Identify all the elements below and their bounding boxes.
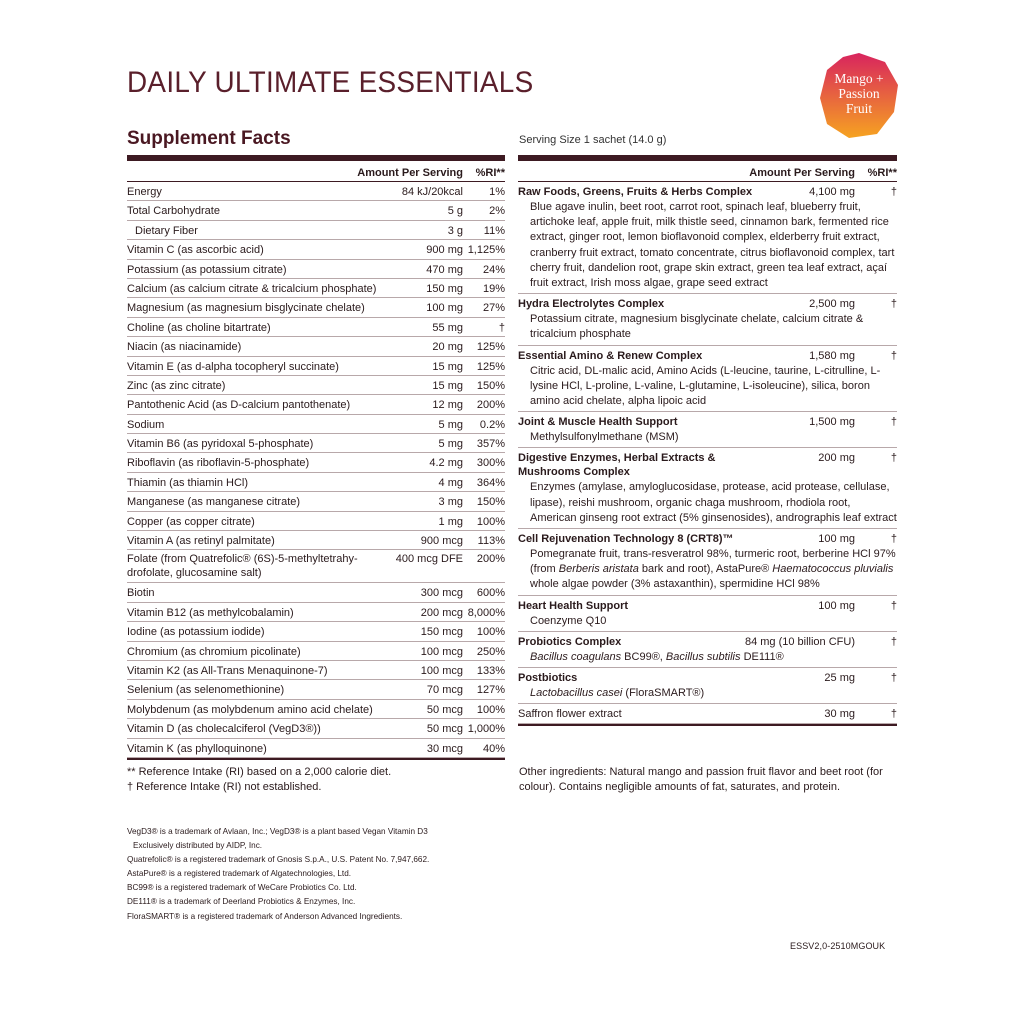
complex-amount: 1,580 mg <box>809 349 855 362</box>
complex-ri: † <box>890 416 897 429</box>
complex-row <box>518 704 897 724</box>
complex-ri: † <box>890 186 897 198</box>
complex-ri: † <box>890 635 897 648</box>
complex-ri: † <box>890 708 897 721</box>
nutrient-row <box>127 622 505 641</box>
nutrient-name: Vitamin B6 (as pyridoxal 5-phosphate) <box>127 438 314 451</box>
nutrient-row <box>127 680 505 699</box>
trademark-line: FloraSMART® is a registered trademark of Anderson Advanced Ingredients. <box>127 911 403 921</box>
nutrient-ri: 100% <box>476 626 505 639</box>
nutrient-row <box>127 395 505 414</box>
nutrient-name: Energy <box>127 186 162 198</box>
nutrient-ri: 100% <box>476 515 505 528</box>
complex-header <box>518 297 897 311</box>
nutrient-ri: 1% <box>489 186 505 198</box>
nutrient-ri: 113% <box>477 535 505 548</box>
complex-ri: † <box>890 533 897 546</box>
species-name: Lactobacillus casei <box>530 687 623 700</box>
nutrient-row <box>127 201 505 220</box>
nutrient-row <box>127 512 505 531</box>
nutrient-name: Magnesium (as magnesium bisglycinate chelate) <box>127 302 365 315</box>
trademark-notes <box>127 825 429 924</box>
nutrient-row <box>127 739 505 758</box>
ingredient-text: DE111® <box>740 650 784 663</box>
species-name: Bacillus coagulans <box>530 650 622 663</box>
nutrient-name: Zinc (as zinc citrate) <box>127 379 226 392</box>
nutrient-amount: 1 mg <box>438 515 463 528</box>
nutrient-name: Vitamin A (as retinyl palmitate) <box>127 535 275 548</box>
nutrient-amount: 3 mg <box>438 496 463 509</box>
complex-ri: † <box>890 298 897 311</box>
nutrient-row <box>127 531 505 550</box>
complex-name: Heart Health Support <box>518 599 629 612</box>
nutrient-ri: 125% <box>476 360 505 373</box>
nutrient-amount: 5 g <box>447 205 463 218</box>
nutrient-name: Biotin <box>127 587 155 600</box>
complex-amount: 100 mg <box>818 599 855 612</box>
footnotes <box>127 765 391 795</box>
flavor-line-1: Mango + <box>834 71 884 86</box>
nutrient-ri: 11% <box>483 224 505 237</box>
nutrient-amount: 5 mg <box>438 438 463 451</box>
nutrient-ri: 127% <box>476 684 505 697</box>
complex-name: Raw Foods, Greens, Fruits & Herbs Complex <box>518 186 753 198</box>
nutrient-name: Sodium <box>127 418 165 431</box>
flavor-line-2: Passion <box>838 86 880 101</box>
complex-ingredients <box>518 546 897 593</box>
nutrient-ri: 200% <box>476 399 505 412</box>
nutrient-name: Potassium (as potassium citrate) <box>127 263 287 276</box>
nutrient-row <box>127 492 505 511</box>
nutrient-name: Vitamin K2 (as All-Trans Menaquinone-7) <box>127 664 328 677</box>
nutrient-ri: 8,000% <box>467 606 505 619</box>
nutrient-row <box>127 434 505 453</box>
nutrient-ri: 364% <box>476 476 505 489</box>
nutrient-amount: 55 mg <box>432 321 463 334</box>
complex-amount: 2,500 mg <box>809 298 855 311</box>
trademark-line: Exclusively distributed by AIDP, Inc. <box>133 841 263 851</box>
complex-amount: 1,500 mg <box>809 416 855 429</box>
trademark-line: Quatrefolic® is a registered trademark of Gnosis S.p.A., U.S. Patent No. 7,947,662. <box>127 855 430 865</box>
nutrient-name: Molybdenum (as molybdenum amino acid chelate) <box>127 703 373 716</box>
complex-amount: 200 mg <box>818 452 855 465</box>
nutrient-ri: 1,000% <box>467 723 505 736</box>
nutrient-amount: 30 mcg <box>426 742 463 755</box>
complex-name: Digestive Enzymes, Herbal Extracts & Mushrooms Complex <box>518 452 716 479</box>
amount-per-serving-header: Amount Per Serving <box>749 167 855 179</box>
nutrient-amount: 150 mg <box>426 282 463 295</box>
nutrient-name: Vitamin B12 (as methylcobalamin) <box>127 606 294 619</box>
nutrient-row <box>127 700 505 719</box>
nutrient-name: Copper (as copper citrate) <box>127 515 255 528</box>
nutrient-amount: 84 kJ/20kcal <box>401 186 463 198</box>
nutrient-row <box>127 661 505 680</box>
complex-ingredients: Potassium citrate, magnesium bisglycinate chelate, calcium citrate & tricalcium phosphate <box>530 313 864 341</box>
complex-ingredients <box>518 685 897 701</box>
complex-header <box>518 635 897 649</box>
nutrient-row <box>127 221 505 240</box>
nutrient-ri: 19% <box>482 282 505 295</box>
nutrient-row <box>127 376 505 395</box>
nutrient-ri: 2% <box>489 205 505 218</box>
nutrient-name: Vitamin D (as cholecalciferol (VegD3®)) <box>127 723 321 736</box>
nutrient-amount: 15 mg <box>432 379 463 392</box>
nutrient-ri: 133% <box>476 664 505 677</box>
complex-name: Probiotics Complex <box>518 635 622 648</box>
nutrient-amount: 4.2 mg <box>429 457 463 470</box>
nutrient-row <box>127 642 505 661</box>
amount-per-serving-header: Amount Per Serving <box>357 167 463 179</box>
product-code: ESSV2,0-2510MGOUK <box>790 941 886 951</box>
nutrient-ri: 150% <box>476 496 505 509</box>
ri-header: %RI** <box>475 167 505 179</box>
nutrient-amount: 200 mcg <box>420 606 463 619</box>
nutrient-amount: 4 mg <box>438 476 463 489</box>
complex-name: Joint & Muscle Health Support <box>518 416 678 429</box>
nutrient-row <box>127 357 505 376</box>
nutrient-amount: 150 mcg <box>420 626 463 639</box>
nutrient-amount: 50 mcg <box>426 723 463 736</box>
ingredient-text: BC99®, <box>621 650 666 663</box>
nutrient-name: Chromium (as chromium picolinate) <box>127 645 301 658</box>
complex-ri: † <box>890 599 897 612</box>
nutrient-name: Selenium (as selenomethionine) <box>127 684 285 697</box>
nutrient-ri: 250% <box>476 645 505 658</box>
nutrient-row <box>127 318 505 337</box>
flavor-line-3: Fruit <box>845 101 873 116</box>
complex-name: Saffron flower extract <box>518 708 622 721</box>
nutrient-amount: 300 mcg <box>420 587 463 600</box>
nutrient-amount: 12 mg <box>432 399 463 412</box>
nutrient-amount: 70 mcg <box>426 684 463 697</box>
nutrient-row <box>127 583 505 602</box>
nutrient-ri: 27% <box>482 302 505 315</box>
ingredient-text: bark and root), AstaPure® <box>638 563 773 576</box>
complex-ingredients <box>518 649 897 665</box>
nutrient-name: Thiamin (as thiamin HCl) <box>127 476 249 489</box>
nutrient-ri: 0.2% <box>479 418 505 431</box>
ingredient-text: Pomegranate fruit, trans-resveratrol 98%, turmeric root, berberine HCl 97% (from <box>530 548 896 576</box>
ingredient-text: (FloraSMART®) <box>622 687 705 700</box>
complex-name: Postbiotics <box>518 672 578 685</box>
nutrient-amount: 470 mg <box>426 263 463 276</box>
flavor-badge <box>819 52 899 140</box>
nutrient-ri: 100% <box>476 703 505 716</box>
complex-amount: 100 mg <box>818 533 855 546</box>
nutrient-row <box>127 240 505 259</box>
nutrient-amount: 400 mcg DFE <box>395 553 463 566</box>
nutrient-ri: 300% <box>476 457 505 470</box>
nutrient-name: Pantothenic Acid (as D-calcium pantothenate) <box>127 399 351 412</box>
nutrient-name: Calcium (as calcium citrate & tricalcium phosphate) <box>127 282 377 295</box>
complex-header <box>518 532 897 546</box>
table-bottom-rule <box>518 724 897 726</box>
footnote-ri: ** Reference Intake (RI) based on a 2,000 calorie diet. <box>127 766 392 778</box>
complex-name: Cell Rejuvenation Technology 8 (CRT8)™ <box>518 533 734 546</box>
species-name: Haematococcus pluvialis <box>772 563 894 576</box>
other-ingredients: Other ingredients: Natural mango and passion fruit flavor and beet root (for colour). Contains negligible amounts of fat, saturates, and protein. <box>519 766 883 793</box>
nutrient-row <box>127 337 505 356</box>
complex-header <box>518 185 897 199</box>
nutrient-row <box>127 415 505 434</box>
complex-header <box>518 599 897 613</box>
nutrient-ri: 24% <box>482 263 505 276</box>
complex-amount: 4,100 mg <box>809 186 855 198</box>
complex-row <box>518 632 897 668</box>
nutrient-row <box>127 298 505 317</box>
complex-header <box>518 707 897 721</box>
ingredient-text: whole algae powder (3% astaxanthin), spermidine HCl 98% <box>530 578 820 591</box>
left-nutrient-table <box>127 155 505 760</box>
nutrient-ri: 200% <box>476 553 505 566</box>
nutrient-amount: 50 mcg <box>426 703 463 716</box>
nutrient-amount: 100 mcg <box>420 664 463 677</box>
nutrient-name: Folate (from Quatrefolic® (6S)-5-methyltetrahy-drofolate, glucosamine salt) <box>127 553 358 580</box>
complex-row <box>518 668 897 704</box>
complex-ingredients: Citric acid, DL-malic acid, Amino Acids (L-leucine, taurine, L-citrulline, L-lysine HCl, L-proline, L-valine, L-glutamine, L-isoleucine), silica, boron amino acid chelate, alpha lipoic acid <box>530 364 881 408</box>
nutrient-name: Total Carbohydrate <box>127 205 220 218</box>
complex-amount: 84 mg (10 billion CFU) <box>744 635 855 648</box>
nutrient-amount: 900 mg <box>426 244 463 257</box>
nutrient-ri: 600% <box>476 587 505 600</box>
trademark-line: VegD3® is a trademark of Avlaan, Inc.; VegD3® is a plant based Vegan Vitamin D3 <box>127 827 428 836</box>
complex-row <box>518 294 897 345</box>
complex-ingredients: Enzymes (amylase, amyloglucosidase, protease, acid protease, cellulase, lipase), reishi mushroom, organic chaga mushroom, rhodiola root, American ginseng root extract (5% ginsenosides), andrographis leaf extract <box>530 481 897 524</box>
ri-header: %RI** <box>867 167 897 179</box>
complex-header <box>518 671 897 685</box>
complex-name: Hydra Electrolytes Complex <box>518 298 665 311</box>
nutrient-row <box>127 182 505 201</box>
complex-header <box>518 349 897 363</box>
nutrient-name: Vitamin E (as d-alpha tocopheryl succinate) <box>127 360 339 373</box>
nutrient-amount: 15 mg <box>432 360 463 373</box>
nutrient-ri: 357% <box>476 438 505 451</box>
nutrient-row <box>127 260 505 279</box>
nutrient-ri: † <box>498 321 505 334</box>
left-column-header <box>127 161 505 182</box>
nutrient-amount: 100 mg <box>426 302 463 315</box>
nutrient-amount: 5 mg <box>438 418 463 431</box>
complex-ingredients: Blue agave inulin, beet root, carrot root, spinach leaf, blueberry fruit, artichoke leaf, apple fruit, milk thistle seed, cinnamon bark, fermented rice extract, ginger root, lemon bioflavonoid complex, elderberry fruit extract, cranberry fruit extract, tomato concentrate, citrus bioflavonoid complex, tart cherry fruit, dandelion root, grape skin extract, green tea leaf extract, açaí fruit extract, Irish moss algae, grape seed extract <box>530 201 895 290</box>
nutrient-amount: 3 g <box>447 224 463 237</box>
complex-name: Essential Amino & Renew Complex <box>518 349 703 362</box>
nutrient-row <box>127 473 505 492</box>
complex-amount: 30 mg <box>824 708 855 721</box>
nutrient-name: Manganese (as manganese citrate) <box>127 496 301 509</box>
complex-row <box>518 529 897 596</box>
right-complex-table <box>518 155 897 726</box>
complex-row <box>518 182 897 294</box>
nutrient-amount: 20 mg <box>432 341 463 354</box>
nutrient-ri: 40% <box>482 742 505 755</box>
complex-ingredients: Methylsulfonylmethane (MSM) <box>530 431 679 444</box>
nutrient-row <box>127 453 505 472</box>
supplement-facts-heading: Supplement Facts <box>127 128 291 149</box>
complex-row <box>518 596 897 632</box>
nutrient-name: Riboflavin (as riboflavin-5-phosphate) <box>127 457 310 470</box>
nutrient-row <box>127 603 505 622</box>
species-name: Berberis aristata <box>558 563 639 576</box>
nutrient-name: Iodine (as potassium iodide) <box>127 626 265 639</box>
serving-size: Serving Size 1 sachet (14.0 g) <box>519 134 667 146</box>
footnote-dagger: † Reference Intake (RI) not established. <box>127 781 322 793</box>
nutrient-amount: 100 mcg <box>420 645 463 658</box>
nutrient-name: Choline (as choline bitartrate) <box>127 321 271 334</box>
nutrient-row <box>127 719 505 738</box>
trademark-line: DE111® is a trademark of Deerland Probiotics & Enzymes, Inc. <box>127 897 356 907</box>
nutrient-ri: 150% <box>476 379 505 392</box>
complex-ri: † <box>890 452 897 465</box>
nutrient-name: Dietary Fiber <box>135 224 198 237</box>
right-column-header <box>518 161 897 182</box>
table-bottom-rule <box>127 758 505 760</box>
nutrient-name: Vitamin K (as phylloquinone) <box>127 742 267 755</box>
nutrient-ri: 1,125% <box>467 244 505 257</box>
flavor-badge-text <box>819 71 899 116</box>
complex-row <box>518 346 897 413</box>
right-rows <box>518 182 897 724</box>
complex-ri: † <box>890 349 897 362</box>
nutrient-name: Vitamin C (as ascorbic acid) <box>127 244 264 257</box>
trademark-line: AstaPure® is a registered trademark of Algatechnologies, Ltd. <box>127 869 352 879</box>
left-rows <box>127 182 505 758</box>
nutrient-row <box>127 279 505 298</box>
complex-amount: 25 mg <box>824 672 855 685</box>
complex-row <box>518 448 897 529</box>
nutrient-row <box>127 550 505 583</box>
complex-ingredients: Coenzyme Q10 <box>530 614 607 627</box>
complex-row <box>518 412 897 448</box>
species-name: Bacillus subtilis <box>665 650 741 663</box>
complex-header <box>518 451 897 479</box>
trademark-line: BC99® is a registered trademark of WeCare Probiotics Co. Ltd. <box>127 883 357 893</box>
nutrient-amount: 900 mcg <box>420 535 463 548</box>
complex-header <box>518 415 897 429</box>
nutrient-ri: 125% <box>476 341 505 354</box>
brand-title: DAILY ULTIMATE ESSENTIALS <box>127 66 534 99</box>
nutrient-name: Niacin (as niacinamide) <box>127 341 242 354</box>
complex-ri: † <box>890 672 897 685</box>
